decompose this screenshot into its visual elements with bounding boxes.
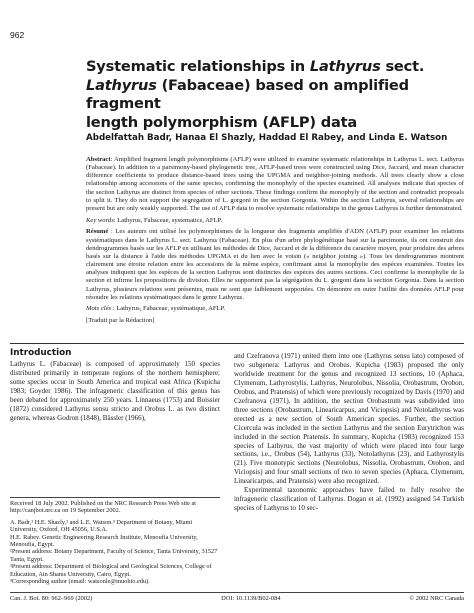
footnote-rule (10, 497, 220, 498)
right-paragraph-1: and Czefranova (1971) united them into one (Lathyrus sensu lato) composed of two subgenera: Lathyrus and Orobus. Kupicha (1983) proposed the only worldwide treatment for the genus and recognized 13 sections, 10 (Aphaca, Clymenum, Lathyrostylis, Lathyrus, Neurolobus, Nissolia, Orobastrum, Orobon, Orobus, and Pratensis) of which were previously recognized by Davis (1970) and Czefranova (1971). In addition, the section Orobastrum was subdivided into three sections (Orobastrum, Linearicarpus, and Viciopsis) and Notolathyrus was erected as a new section of South American species. Further, the section Cicercula was included in the section Lathyrus and the section Eurytrichon was included in the section Pratensis. In summary, Kupicha (1983) recognized 153 species of Lathyrus, the vast majority of which were placed into four large sections, i.e., Orobus (54), Lathyrus (33), Notolathyrus (23), and Lathyrostylis (21). Five monotypic sections (Neurolobus, Nissolia, Orobastrum, Orobon, and Viciopsis) and four small sections of two to seven species (Aphaca, Clymenum, Linearicarpus, and Pratensis) were also recognized. (234, 352, 464, 486)
received-note: Received 18 July 2002. Published on the NRC Research Press Web site at http://canjbot.nrc.ca on 19 September 2002. (10, 500, 196, 515)
title-line2-rest: (Fabaceae) based on amplified fragment (86, 76, 409, 112)
article-title (86, 58, 464, 132)
right-column-body (234, 352, 464, 513)
resume-label: Résumé (86, 228, 109, 236)
introduction-heading: Introduction (10, 348, 72, 358)
footer-rule (10, 592, 464, 593)
copyright: © 2002 NRC Canada (409, 595, 464, 602)
footnotes (10, 500, 220, 585)
title-line3: length polymorphism (AFLP) data (86, 113, 358, 131)
right-paragraph-2: Experimental taxonomic approaches have failed to fully resolve the infrageneric classification of Lathyrus. Dogan et al. (1992) assigned 54 Turkish species of Lathyrus to 10 sec- (234, 486, 464, 513)
translation-note: [Traduit par la Rédaction] (86, 317, 155, 325)
left-column (10, 348, 220, 423)
author-affiliation-1: A. Badr,¹ H.E. Shazly,² and L.E. Watson.³ Department of Botany, Miami University, Oxford, OH 45056, U.S.A. (10, 518, 193, 534)
introduction-paragraph: Lathyrus L. (Fabaceae) is composed of approximately 150 species distributed primarily in temperate regions of the northern hemisphere; some species occur in South America and tropical east Africa (Kupicha 1983; Goyder 1986). The infrageneric classification of this genus has been debated for approximately 250 years. Linnaeus (1753) and Boissier (1872) considered Lathyrus sensu stricto and Orobus L. as two distinct genera, whereas Godron (1848), Bässler (1966), (10, 360, 220, 422)
introduction-body (10, 360, 220, 423)
title-part1: Systematic relationships in (86, 58, 310, 75)
page-number: 962 (10, 30, 25, 40)
abstract-block (86, 156, 464, 329)
keywords-paragraph (86, 217, 464, 225)
mots-cles-label: Mots clés (86, 305, 112, 313)
title-line2-genus: Lathyrus (86, 76, 157, 94)
title-part3: sect. (380, 58, 425, 75)
author-affiliation-2: H.E. Rabey. Genetic Engineering Research Institute, Menoufia University, Menoufia, Egypt. (10, 533, 198, 549)
doi: DOI: 10.1139/B02-084 (221, 595, 281, 602)
author-list: Abdelfattah Badr, Hanaa El Shazly, Haddad El Rabey, and Linda E. Watson (86, 133, 448, 143)
footnote-1: ¹Present address: Botany Department, Faculty of Science, Tanta University, 31527 Tanta, Egypt. (10, 548, 218, 563)
abstract-label: Abstract (86, 156, 111, 163)
section-divider (10, 343, 464, 344)
abstract-paragraph (86, 156, 464, 213)
keywords-label: Key words (86, 216, 114, 224)
page-footer (10, 595, 464, 602)
mots-cles-text: : Lathyrus, Fabaceae, systématique, AFLP. (111, 305, 226, 313)
resume-paragraph (86, 228, 464, 301)
footnote-3: ³Corresponding author (email: watsonle@muohio.edu). (10, 578, 150, 586)
keywords-text: : Lathyrus, Fabaceae, systematics, AFLP. (113, 216, 223, 224)
title-genus: Lathyrus (309, 58, 381, 75)
resume-text: : Les auteurs ont utilisé les polymorphismes de la longueur des fragments amplifiés d'ADN (AFLP) pour examiner les relations systématiques dans le Lathyrus L. sect. Lathyrus (Fabaceae). En plus d'un arbre phylogénétique basé sur la parcimonie, ils ont construit des dendrogrammes basés sur les AFLP en utilisant les méthodes de Dice, Jaccard et de la différence du caractère moyen, pour produire des arbres basés sur la distance à l'aide des méthodes UPGMA et du lien avec le voisin (« neighbor joining »). Tous les dendrogrammes montrent clairement une étroite relation entre les accessions de la même espèce, confirmant ainsi la monophylie des espèces examinées. Toutes les analyses indiquent que les espèces de la section Lathyrus sont distinctes des espèces des autres sections. Ceci confirme la monophylie de la section et infirme les propositions de division. Elles ne supportent pas la ségrégation du L. gorgoni dans la section Gorgonia. Dans la section Lathyrus, plusieurs relations sont présentes, mais ne sont que faiblement supportées. On démontre en outre l'utilité des données AFLP pour résoudre les relations systématiques dans le genre Lathyrus. (86, 228, 464, 301)
right-column (234, 352, 464, 513)
mots-cles-paragraph (86, 305, 464, 313)
footnote-2: ²Present address: Department of Biological and Geological Sciences, College of Education, Ain Shams University, Cairo, Egypt. (10, 563, 212, 578)
abstract-text: : Amplified fragment length polymorphisms (AFLP) were utilized to examine systematic relationships in Lathyrus L. sect. Lathyrus (Fabaceae). In addition to a parsimony-based phylogenetic tree, AFLP-based trees were constructed using Dice, Jaccard, and mean character difference coefficients to produce distance-based trees using the UPGMA and neighbor-joining methods. All trees clearly show a close relationship among accessions of the same species, confirming the monophyly of the species examined. All analyses indicate that species of the section Lathyrus are distinct from species of other sections. These findings confirm the monophyly of the section and contradict proposals to split it. They do not support the segregation of L. gorgoni in the section Gorgonia. Within the section Lathyrus, several relationships are present but are only weakly supported. The use of AFLP data to resolve systematic relationships in the genus Lathyrus is further demonstrated. (86, 156, 464, 212)
journal-citation: Can. J. Bot. 80: 962–969 (2002) (10, 595, 93, 602)
